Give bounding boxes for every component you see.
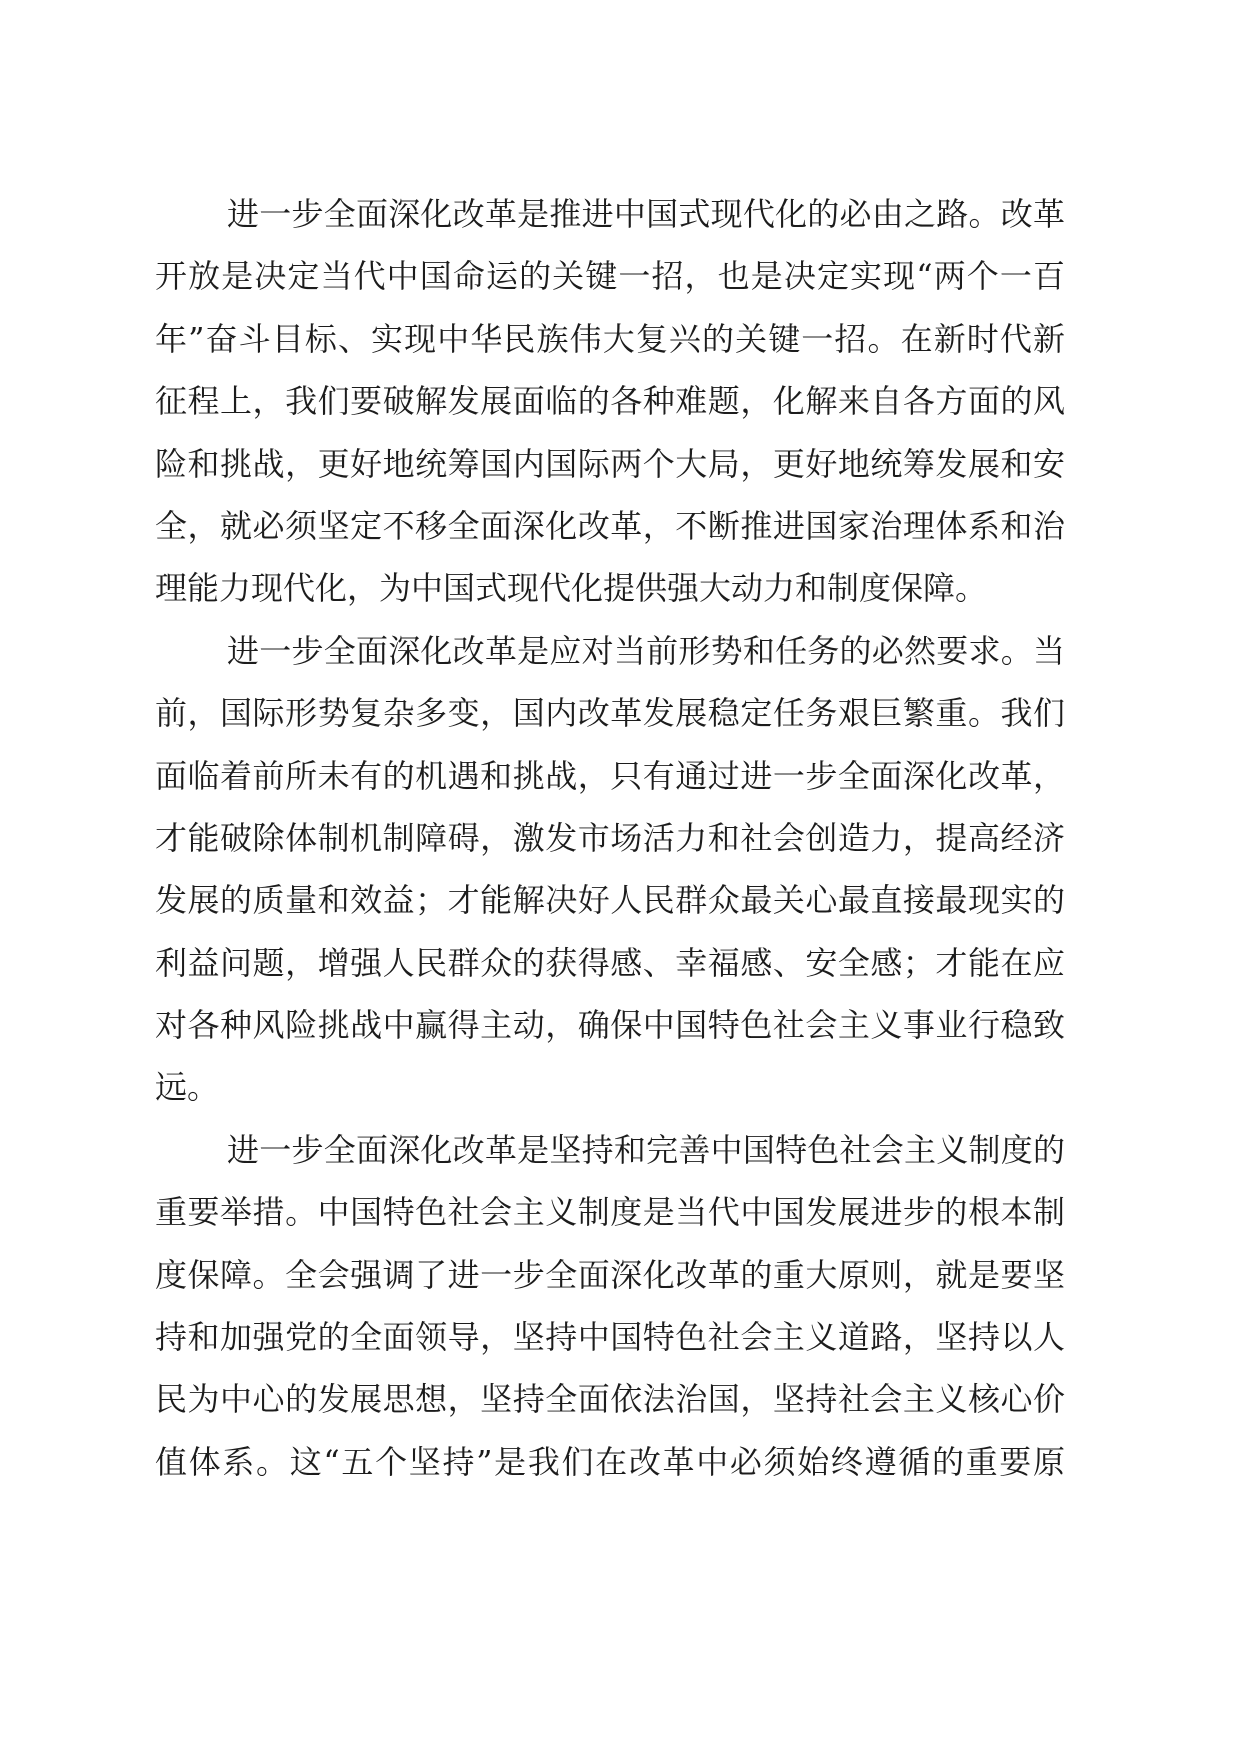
paragraph-line: 发展的质量和效益；才能解决好人民群众最关心最直接最现实的: [155, 881, 1065, 920]
paragraph-line: 持和加强党的全面领导，坚持中国特色社会主义道路，坚持以人: [155, 1318, 1065, 1357]
paragraph-line: 远。: [155, 1068, 220, 1107]
paragraph-line: 进一步全面深化改革是推进中国式现代化的必由之路。改革: [227, 195, 1065, 233]
paragraph-line: 对各种风险挑战中赢得主动，确保中国特色社会主义事业行稳致: [155, 1006, 1065, 1045]
paragraph-1: [155, 183, 1065, 620]
paragraph-line: 才能破除体制机制障碍，激发市场活力和社会创造力，提高经济: [155, 818, 1065, 857]
paragraph-line: 重要举措。中国特色社会主义制度是当代中国发展进步的根本制: [155, 1193, 1065, 1232]
paragraph-line: 险和挑战，更好地统筹国内国际两个大局，更好地统筹发展和安: [155, 444, 1065, 483]
paragraph-line: 值体系。这“五个坚持”是我们在改革中必须始终遵循的重要原: [155, 1442, 1065, 1481]
paragraph-line: 开放是决定当代中国命运的关键一招，也是决定实现“两个一百: [155, 257, 1065, 296]
paragraph-line: 全，就必须坚定不移全面深化改革，不断推进国家治理体系和治: [155, 506, 1065, 545]
paragraph-line: 进一步全面深化改革是坚持和完善中国特色社会主义制度的: [227, 1130, 1065, 1169]
paragraph-line: 进一步全面深化改革是应对当前形势和任务的必然要求。当: [227, 631, 1065, 670]
paragraph-2: [155, 620, 1065, 1119]
paragraph-3: [155, 1119, 1065, 1493]
paragraph-line: 前，国际形势复杂多变，国内改革发展稳定任务艰巨繁重。我们: [155, 694, 1065, 733]
paragraph-line: 面临着前所未有的机遇和挑战，只有通过进一步全面深化改革，: [155, 756, 1065, 795]
document-body: [155, 183, 1065, 1493]
paragraph-line: 利益问题，增强人民群众的获得感、幸福感、安全感；才能在应: [155, 943, 1065, 982]
paragraph-line: 理能力现代化，为中国式现代化提供强大动力和制度保障。: [155, 569, 988, 608]
paragraph-line: 民为中心的发展思想，坚持全面依法治国，坚持社会主义核心价: [155, 1380, 1065, 1419]
paragraph-line: 年”奋斗目标、实现中华民族伟大复兴的关键一招。在新时代新: [155, 319, 1065, 358]
paragraph-line: 征程上，我们要破解发展面临的各种难题，化解来自各方面的风: [155, 382, 1065, 421]
paragraph-line: 度保障。全会强调了进一步全面深化改革的重大原则，就是要坚: [155, 1255, 1065, 1294]
